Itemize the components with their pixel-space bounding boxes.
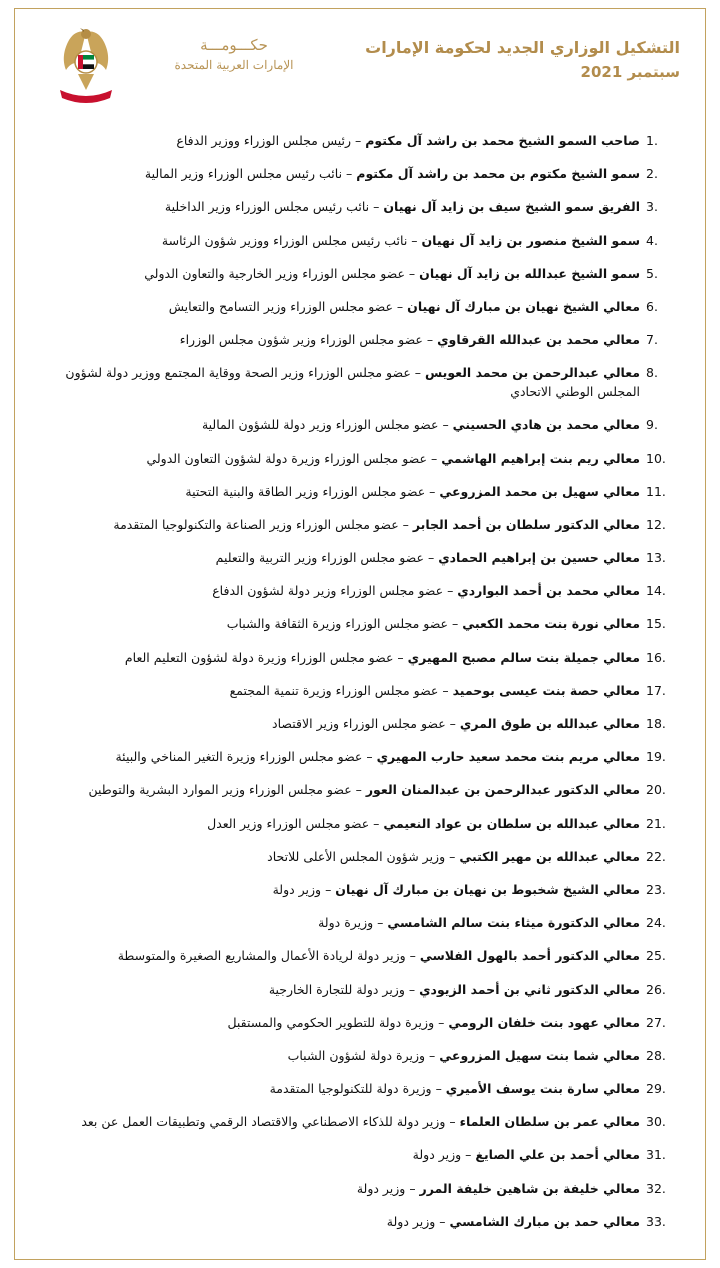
- minister-role: – وزير دولة: [356, 1180, 420, 1196]
- item-number: 22.: [646, 848, 666, 864]
- list-item: [50, 906, 680, 939]
- minister-role: – رئيس مجلس الوزراء ووزير الدفاع: [176, 133, 366, 148]
- item-number: 29.: [646, 1081, 666, 1097]
- minister-role: – عضو مجلس الوزراء وزير العدل: [207, 815, 384, 831]
- country-label: الإمارات العربية المتحدة: [174, 58, 294, 72]
- minister-role: – نائب رئيس مجلس الوزراء ووزير شؤون الرئاسة: [161, 232, 422, 248]
- item-number: 14.: [646, 583, 666, 599]
- list-item: [50, 124, 680, 157]
- page-subtitle: سبتمبر 2021: [580, 63, 680, 81]
- item-number: 1.: [646, 133, 658, 148]
- list-item: [50, 1138, 680, 1171]
- list-item: [50, 607, 680, 640]
- minister-name: معالي عمر بن سلطان العلماء: [459, 1114, 640, 1130]
- list-item: [50, 840, 680, 873]
- minister-name: معالي سهيل بن محمد المزروعي: [439, 483, 640, 499]
- list-item: [50, 157, 680, 190]
- item-number: 31.: [646, 1147, 666, 1163]
- minister-name: معالي الدكتور عبدالرحمن بن عبدالمنان العور: [365, 782, 640, 798]
- item-number: 15.: [646, 616, 666, 632]
- minister-role: – عضو مجلس الوزراء وزيرة دولة لشؤون التعاون الدولي: [146, 450, 442, 466]
- list-item: [50, 1172, 680, 1205]
- minister-name: معالي سارة بنت يوسف الأميري: [445, 1081, 640, 1097]
- minister-role: – عضو مجلس الوزراء وزيرة التغير المناخي والبيئة: [115, 749, 377, 765]
- minister-role: – عضو مجلس الوزراء وزير الطاقة والبنية التحتية: [185, 483, 440, 499]
- minister-role: – عضو مجلس الوزراء وزير دولة لشؤون الدفاع: [212, 583, 458, 599]
- minister-name: معالي عبدالله بن سلطان بن عواد النعيمي: [383, 815, 640, 831]
- list-item: [50, 1039, 680, 1072]
- minister-name: معالي حصة بنت عيسى بوحميد: [452, 682, 640, 698]
- list-item: [50, 740, 680, 773]
- minister-name: معالي ريم بنت إبراهيم الهاشمي: [441, 450, 640, 466]
- item-number: 12.: [646, 516, 666, 532]
- item-number: 5.: [646, 265, 658, 281]
- list-item: [50, 574, 680, 607]
- minister-name: معالي محمد بن هادي الحسيني: [452, 417, 640, 433]
- list-item: [50, 807, 680, 840]
- minister-role: – وزير دولة للتجارة الخارجية: [268, 981, 420, 997]
- minister-name: معالي شما بنت سهيل المزروعي: [439, 1047, 640, 1063]
- minister-role: – عضو مجلس الوزراء وزير الاقتصاد: [272, 716, 460, 731]
- list-item: [50, 475, 680, 508]
- minister-name: سمو الشيخ منصور بن زايد آل نهيان: [421, 232, 640, 248]
- minister-role: – وزيرة دولة للتطوير الحكومي والمستقبل: [227, 1014, 449, 1030]
- minister-name: سمو الشيخ عبدالله بن زايد آل نهيان: [419, 265, 640, 281]
- minister-role: – وزيرة دولة لشؤون الشباب: [287, 1047, 440, 1063]
- minister-role: – وزير دولة للذكاء الاصطناعي والاقتصاد الرقمي وتطبيقات العمل عن بعد: [81, 1114, 460, 1130]
- minister-name: معالي جميلة بنت سالم مصبح المهيري: [407, 649, 640, 665]
- item-number: 27.: [646, 1014, 666, 1030]
- list-item: [50, 408, 680, 441]
- minister-role: – عضو مجلس الوزراء وزير التربية والتعليم: [215, 550, 439, 566]
- minister-name: معالي عبدالله بن طوق المري: [459, 716, 640, 731]
- minister-name: معالي محمد بن عبدالله القرقاوي: [437, 332, 640, 348]
- item-number: 33.: [646, 1213, 666, 1229]
- minister-role: – عضو مجلس الوزراء وزير التسامح والتعايش: [168, 298, 408, 314]
- list-item: [50, 674, 680, 707]
- item-number: 4.: [646, 232, 658, 248]
- item-number: 11.: [646, 483, 666, 499]
- minister-role: – عضو مجلس الوزراء وزير الموارد البشرية والتوطين: [88, 782, 366, 798]
- minister-name: معالي الدكتور سلطان بن أحمد الجابر: [412, 516, 640, 532]
- minister-name: معالي خليفة بن شاهين خليفة المرر: [419, 1180, 640, 1196]
- list-item: [50, 1205, 680, 1238]
- minister-name: معالي نورة بنت محمد الكعبي: [462, 616, 640, 632]
- minister-role: – نائب رئيس مجلس الوزراء وزير الداخلية: [164, 199, 384, 215]
- minister-name: معالي محمد بن أحمد البواردي: [457, 583, 640, 599]
- item-number: 3.: [646, 199, 658, 215]
- list-item: [50, 323, 680, 356]
- minister-name: معالي الدكتورة ميثاء بنت سالم الشامسي: [387, 915, 640, 931]
- item-number: 17.: [646, 682, 666, 698]
- list-item: [50, 1105, 680, 1138]
- item-number: 25.: [646, 948, 666, 964]
- minister-name: سمو الشيخ مكتوم بن محمد بن راشد آل مكتوم: [356, 166, 640, 182]
- list-item: [50, 1006, 680, 1039]
- item-number: 28.: [646, 1047, 666, 1063]
- title-block: [340, 36, 680, 84]
- list-item: [50, 973, 680, 1006]
- minister-name: معالي الدكتور أحمد بالهول الفلاسي: [419, 948, 640, 964]
- minister-role: – عضو مجلس الوزراء وزير الصحة ووقاية المجتمع ووزير دولة لشؤون المجلس الوطني الاتحادي: [65, 365, 640, 400]
- page-title: التشكيل الوزاري الجديد لحكومة الإمارات: [365, 38, 680, 57]
- item-number: 30.: [646, 1114, 666, 1130]
- item-number: 16.: [646, 649, 666, 665]
- ministers-list: [50, 124, 680, 1238]
- minister-role: – وزير دولة: [412, 1147, 476, 1163]
- item-number: 10.: [646, 450, 666, 466]
- list-item: [50, 939, 680, 972]
- minister-name: معالي حسين بن إبراهيم الحمادي: [438, 550, 640, 566]
- list-item: [50, 1072, 680, 1105]
- minister-role: – وزير دولة: [386, 1213, 450, 1229]
- list-item: [50, 224, 680, 257]
- list-item: [50, 508, 680, 541]
- item-number: 19.: [646, 749, 666, 765]
- minister-role: – نائب رئيس مجلس الوزراء وزير المالية: [144, 166, 357, 182]
- item-number: 20.: [646, 782, 666, 798]
- list-item: [50, 641, 680, 674]
- item-number: 2.: [646, 166, 658, 182]
- minister-role: – عضو مجلس الوزراء وزير شؤون مجلس الوزراء: [179, 332, 438, 348]
- minister-role: – وزيرة دولة: [318, 915, 388, 931]
- minister-role: – عضو مجلس الوزراء وزير دولة للشؤون المالية: [201, 417, 453, 433]
- minister-name: صاحب السمو الشيخ محمد بن راشد آل مكتوم: [365, 133, 640, 148]
- government-logo-text: [134, 36, 334, 74]
- minister-name: معالي الدكتور ثاني بن أحمد الزيودي: [419, 981, 640, 997]
- list-item: [50, 541, 680, 574]
- list-item: [50, 257, 680, 290]
- item-number: 21.: [646, 815, 666, 831]
- list-item: [50, 442, 680, 475]
- list-item: [50, 190, 680, 223]
- minister-name: معالي حمد بن مبارك الشامسي: [449, 1213, 640, 1229]
- item-number: 24.: [646, 915, 666, 931]
- minister-role: – عضو مجلس الوزراء وزير الصناعة والتكنولوجيا المتقدمة: [113, 516, 413, 532]
- minister-name: معالي مريم بنت محمد سعيد حارب المهيري: [376, 749, 640, 765]
- minister-role: – وزير شؤون المجلس الأعلى للاتحاد: [267, 848, 460, 864]
- list-item: [50, 773, 680, 806]
- minister-name: معالي الشيخ شخبوط بن نهيان بن مبارك آل نهيان: [335, 881, 640, 897]
- list-item: [50, 356, 680, 408]
- uae-emblem-icon: [54, 24, 118, 104]
- minister-name: معالي أحمد بن علي الصايغ: [475, 1147, 640, 1163]
- list-item: [50, 290, 680, 323]
- minister-role: – وزيرة دولة للتكنولوجيا المتقدمة: [269, 1081, 446, 1097]
- document-header: [40, 22, 680, 112]
- item-number: 32.: [646, 1180, 666, 1196]
- item-number: 18.: [646, 716, 666, 731]
- minister-name: معالي عهود بنت خلفان الرومي: [448, 1014, 640, 1030]
- minister-role: – عضو مجلس الوزراء وزيرة دولة لشؤون التعليم العام: [124, 649, 408, 665]
- item-number: 6.: [646, 298, 658, 314]
- item-number: 23.: [646, 881, 666, 897]
- minister-role: – وزير دولة: [272, 881, 336, 897]
- government-label: حكـــومـــة: [200, 36, 268, 54]
- list-item: [50, 873, 680, 906]
- minister-name: الفريق سمو الشيخ سيف بن زايد آل نهيان: [383, 199, 640, 215]
- item-number: 8.: [646, 365, 658, 381]
- minister-role: – عضو مجلس الوزراء وزيرة تنمية المجتمع: [229, 682, 453, 698]
- minister-name: معالي عبدالله بن مهير الكتبي: [459, 848, 640, 864]
- item-number: 26.: [646, 981, 666, 997]
- item-number: 9.: [646, 417, 658, 433]
- minister-name: معالي الشيخ نهيان بن مبارك آل نهيان: [407, 298, 640, 314]
- list-item: [50, 707, 680, 740]
- minister-role: – عضو مجلس الوزراء وزير الخارجية والتعاون الدولي: [144, 265, 420, 281]
- minister-role: – وزير دولة لريادة الأعمال والمشاريع الصغيرة والمتوسطة: [117, 948, 420, 964]
- minister-name: معالي عبدالرحمن بن محمد العويس: [424, 365, 640, 381]
- item-number: 7.: [646, 332, 658, 348]
- item-number: 13.: [646, 550, 666, 566]
- minister-role: – عضو مجلس الوزراء وزيرة الثقافة والشباب: [226, 616, 463, 632]
